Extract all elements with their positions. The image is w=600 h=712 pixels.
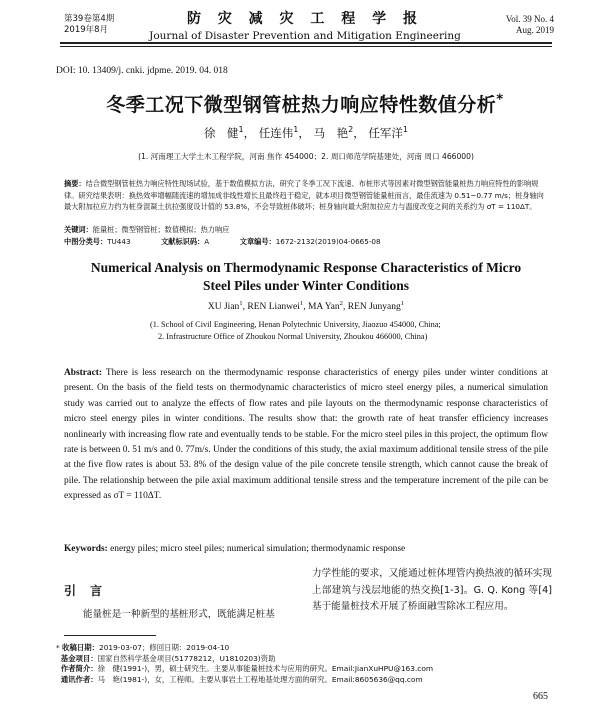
footnote-corresponding (56, 675, 556, 686)
volume-issue-cn: 第39卷第4期 (64, 14, 115, 24)
author-en-sup: 1 (239, 299, 243, 307)
intro-right-column (312, 566, 552, 616)
author-en-sup: 1 (299, 299, 304, 307)
header-rule-thin (60, 46, 552, 47)
author-en: REN Junyang (347, 302, 401, 312)
intro-left-text: 能量桩是一种新型的基桩形式，既能满足桩基 (83, 609, 275, 620)
author-cn: 任连伟 (258, 126, 294, 140)
intro-left-column (64, 607, 296, 623)
volume-issue-en: Vol. 39 No. 4 (505, 14, 554, 24)
intro-heading: 引言 (64, 584, 117, 598)
journal-title-cn: 防 灾 减 灾 工 程 学 报 (186, 11, 424, 27)
keywords-en-label: Keywords: (64, 544, 108, 554)
article-no-label: 文章编号： (239, 237, 276, 246)
author-en-sup: 1 (400, 299, 405, 307)
footnote-received: * 收稿日期：2019-03-07；修回日期：2019-04-10 (56, 643, 230, 652)
author-cn-sup: 1 (293, 125, 299, 135)
footnote-text: 2019-03-07；修回日期：2019-04-10 (99, 643, 230, 652)
author-en: REN Lianwei (247, 302, 300, 312)
author-cn: 徐 健 (204, 126, 239, 140)
header-center (140, 8, 470, 42)
clc-label: 中图分类号： (64, 237, 108, 246)
author-en-sup: 2 (339, 299, 343, 307)
footnote-funding (56, 654, 556, 665)
author-cn: 马 艳 (313, 126, 349, 140)
title-en-line-1: Numerical Analysis on Thermodynamic Response Characteristics of Micro (90, 260, 522, 275)
footnote-label: 基金项目： (60, 653, 98, 663)
footnote-text: 国家自然科学基金项目(51778212，U1810203)资助 (97, 653, 276, 663)
footnote-label: 作者简介： (60, 664, 98, 674)
title-cn-mark: * (496, 92, 504, 108)
abstract-en-label: Abstract: (64, 368, 103, 378)
affiliation-en-2: 2. Infrastructure Office of Zhoukou Normal University, Zhoukou 466000, China) (158, 332, 428, 341)
date-cn: 2019年8月 (64, 25, 109, 35)
author-cn-sup: 1 (402, 125, 408, 135)
abstract-cn (64, 178, 548, 213)
abstract-en-text: There is less research on the thermodynamic response characteristics of energy piles under winter conditions at present. On the basis of the field tests on thermodynamic characteristics of micro steel energy piles, a numerical simulation study was carried out to analyze the effects of flow rates and pile layouts on the thermodynamic response characteristics of micro steel energy piles in winter conditions. The results show that: the growth rate of heat transfer efficiency increases nonlinearly with increasing flow rate and eventually tends to be stable. For the micro steel piles in this project, the optimum flow rate is between 0. 51 m/s and 0. 77m/s. Under the conditions of this study, the axial maximum additional tensile stress of the pile at the five flow rates is about 53. 8% of the design value of the pile concrete tensile strength, which cannot cause the break of pile. The relationship between the pile axial maximum additional tensile stress and the temperature increment of the pile can be expressed as σT = 110ΔT. (64, 368, 548, 502)
authors-en: XU Jian$^1$, REN Lianwei$^1$, MA Yan$^2$, REN Junyang$^1$ (207, 299, 405, 312)
footnote-text: 马 艳(1981-)，女，工程师。主要从事岩土工程地基处理方面的研究。Email:8605636@qq.com (97, 674, 423, 684)
article-no-value: 1672-2132(2019)04-0665-08 (275, 237, 381, 246)
keywords-cn-text: 能量桩；微型钢管桩；数值模拟；热力响应 (92, 225, 230, 234)
author-cn: 任军洋 (368, 126, 403, 140)
title-cn-text: 冬季工况下微型钢管桩热力响应特性数值分析 (106, 94, 497, 116)
affiliation-cn: (1. 河南理工大学土木工程学院，河南 焦作 454000；2. 周口师范学院基建处，河南 周口 466000) (138, 152, 474, 161)
footnotes (56, 643, 556, 685)
footnote-label: 收稿日期： (62, 643, 100, 652)
title-cn (40, 90, 570, 117)
classification-info (64, 236, 548, 248)
keywords-en-text: energy piles; micro steel piles; numerical simulation; thermodynamic response (110, 544, 406, 554)
authors-cn: 徐 健$^1$， 任连伟$^1$， 马 艳$^2$， 任军洋$^1$ (204, 125, 408, 140)
author-en: XU Jian (207, 302, 240, 312)
abstract-en (64, 366, 548, 505)
journal-title-en: Journal of Disaster Prevention and Mitigation Engineering (149, 30, 461, 42)
abstract-cn-text: 结合微型钢管桩热力响应特性现场试验，基于数值模拟方法，研究了冬季工况下流速、布桩形式等因素对微型钢管能量桩热力响应特性的影响规律。研究结果表明：换热效率增幅随流速的增加成非线性增长且最终趋于稳定，就本项目微型钢管能量桩而言，最佳流速为 0.51~0.77 m/s；桩身轴向最大附加拉应力约为桩身混凝土抗拉强度设计值的 53.8%，不会导致桩体破坏；桩身轴向最大附加拉应力与温度改变之间的关系约为 σT = 110ΔT。 (64, 179, 544, 211)
header-right (506, 14, 554, 36)
author-cn-sup: 2 (348, 125, 354, 135)
title-en (60, 259, 552, 295)
header-rule-thick (60, 42, 552, 44)
affiliation-en-1: (1. School of Civil Engineering, Henan Polytechnic University, Jiaozuo 454000, China; (150, 320, 441, 329)
header-left (64, 14, 114, 36)
doc-code-value: A (204, 237, 210, 246)
footnote-label: 通讯作者： (60, 674, 98, 684)
author-cn-sup: 1 (238, 125, 244, 135)
keywords-cn-label: 关键词： (64, 225, 93, 234)
doc-code-label: 文献标识码： (161, 237, 205, 246)
intro-right-text: 力学性能的要求，又能通过桩体埋管内换热液的循环实现上部建筑与浅层地能的热交换[1-3]。G. Q. Kong 等[4]基于能量桩技术开展了桥面融雪除冰工程应用。 (312, 568, 552, 612)
doi: DOI: 10. 13409/j. cnki. jdpme. 2019. 04. 018 (56, 66, 228, 76)
footnote-rule (64, 635, 156, 636)
footnote-text: 徐 健(1991-)，男，硕士研究生。主要从事能量桩技术与应用的研究。Email:JianXuHPU@163.com (97, 664, 434, 674)
keywords-en (64, 544, 548, 554)
clc-value: TU443 (107, 237, 131, 246)
keywords-cn (64, 224, 548, 236)
author-en: MA Yan (307, 302, 340, 312)
title-en-line-2: Steel Piles under Winter Conditions (202, 278, 410, 293)
affiliation-en (150, 319, 441, 343)
date-en: Aug. 2019 (516, 25, 554, 35)
abstract-cn-label: 摘要： (64, 179, 86, 188)
footnote-author-bio (56, 664, 556, 675)
page-number: 665 (533, 691, 548, 702)
